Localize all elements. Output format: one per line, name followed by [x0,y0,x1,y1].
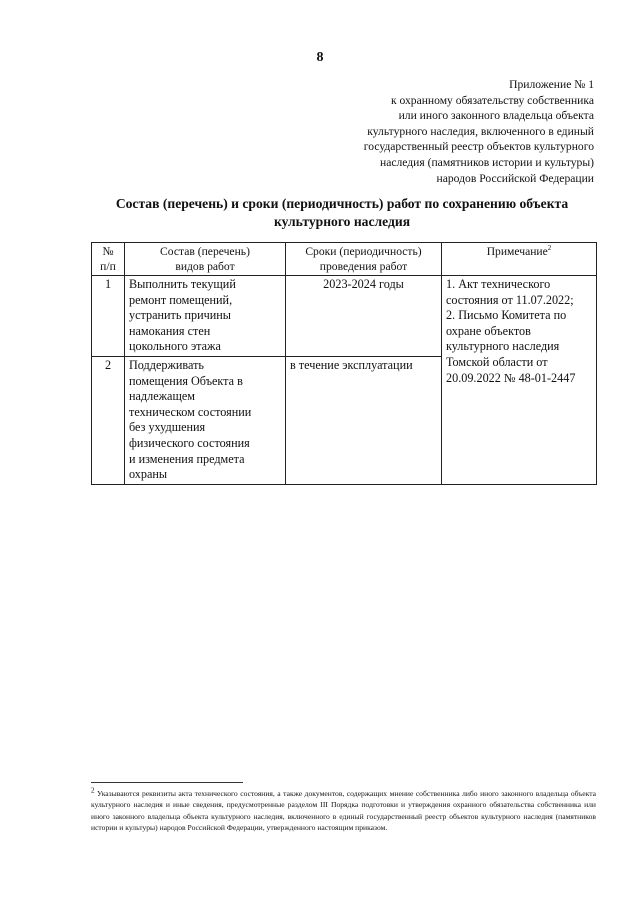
footnote-mark: 2 [91,786,95,795]
note-line: состояния от 11.07.2022; [446,292,574,307]
appendix-line: наследия (памятников истории и культуры) [380,155,594,169]
header-num-line: п/п [100,260,116,273]
row-num: 2 [92,356,125,484]
row-note [442,276,597,485]
title-line: культурного наследия [273,214,411,229]
note-line: Томской области от [446,354,548,369]
row-period: в течение эксплуатации [286,356,442,484]
works-table [91,242,597,485]
work-line: и изменения предмета [129,451,245,466]
appendix-line: культурного наследия, включенного в единый [367,124,594,138]
row-work [125,356,286,484]
header-work-line: Состав (перечень) [160,245,250,258]
row-num: 1 [92,276,125,357]
footnote [91,788,596,834]
appendix-line: Приложение № 1 [509,78,594,91]
appendix-line: государственный реестр объектов культурного [363,140,594,154]
table-row [92,276,597,357]
work-line: Поддерживать [129,357,204,372]
title-line: Состав (перечень) и сроки (периодичность) работ по сохранению объекта [115,196,569,211]
work-line: надлежащем [129,389,195,404]
note-line: охране объектов [446,323,531,338]
header-work [125,243,286,276]
table-header-row [92,243,597,276]
appendix-line: к охранному обязательству собственника [390,93,594,107]
work-line: Выполнить текущий [129,277,236,291]
header-note [442,243,597,276]
work-line: физического состояния [129,435,250,450]
footnote-ref: 2 [547,244,552,253]
header-work-line: видов работ [175,260,235,273]
appendix-header [274,77,594,186]
row-period: 2023-2024 годы [286,276,442,357]
work-line: без ухудшения [129,420,206,435]
footnote-separator [91,782,243,783]
header-num [92,243,125,276]
work-line: устранить причины [129,308,231,323]
note-line: культурного наследия [446,339,560,354]
work-line: помещения Объекта в [129,373,243,388]
work-line: техническом состоянии [129,404,252,419]
header-num-line: № [102,245,114,258]
note-line: 2. Письмо Комитета по [446,308,567,323]
note-line: 20.09.2022 № 48-01-2447 [446,370,576,385]
header-note-label: Примечание [486,245,548,258]
document-title [92,195,592,231]
header-period [286,243,442,276]
footnote-text: Указываются реквизиты акта технического состояния, а также документов, содержащих мнение собственника либо иного законного владельца объекта культурного наследия и иные сведения, предусмотренные разделом III Порядка подготовки и утверждения охранного обязательства собственника или иного законного владельца объекта культурного наследия, включенного в единый государственный реестр объектов культурного наследия (памятников истории и культуры) народов Российской Федерации, утвержденного настоящим приказом. [91,789,596,833]
note-line: 1. Акт технического [446,277,551,291]
appendix-line: или иного законного владельца объекта [398,109,594,123]
appendix-line: народов Российской Федерации [436,171,594,185]
work-line: цокольного этажа [129,339,221,354]
work-line: намокания стен [129,323,211,338]
header-period-line: Сроки (периодичность) [305,245,422,258]
work-line: ремонт помещений, [129,292,233,307]
row-work [125,276,286,357]
header-period-line: проведения работ [319,260,408,273]
page-number: 8 [316,50,324,65]
work-line: охраны [129,467,168,482]
